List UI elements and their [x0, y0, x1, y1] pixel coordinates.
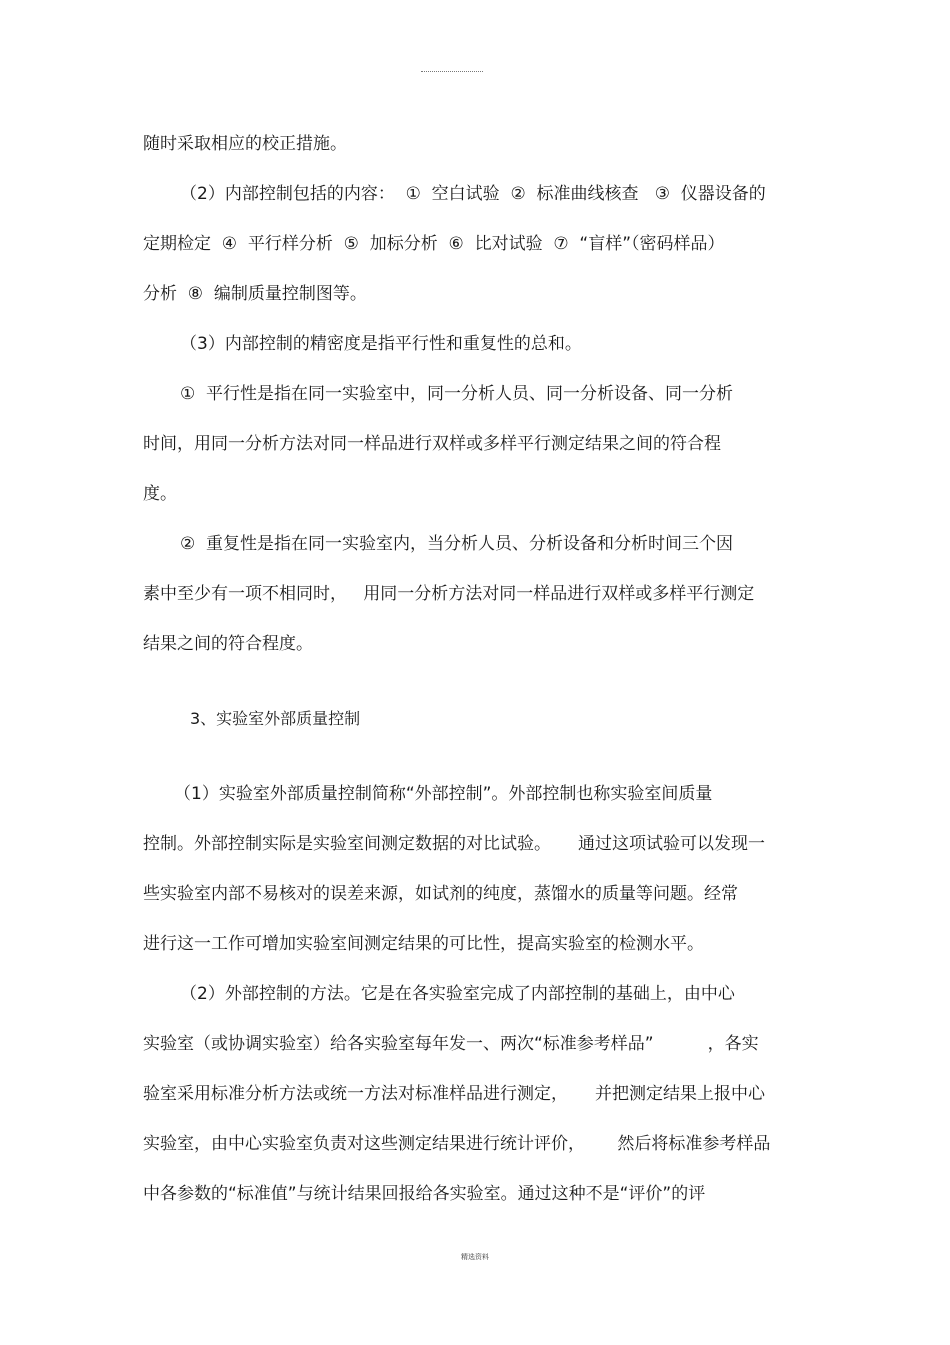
text-line: 实验室，由中心实验室负责对这些测定结果进行统计评价， 然后将标准参考样品 — [143, 1134, 771, 1154]
text-line: 分析 ⑧ 编制质量控制图等。 — [143, 284, 367, 304]
text-line: 素中至少有一项不相同时， 用同一分析方法对同一样品进行双样或多样平行测定 — [143, 584, 755, 604]
text-line: 时间，用同一分析方法对同一样品进行双样或多样平行测定结果之间的符合程 — [143, 434, 721, 454]
text-line: 进行这一工作可增加实验室间测定结果的可比性，提高实验室的检测水平。 — [143, 934, 704, 954]
page-footer: 精选资料 — [461, 1253, 489, 1261]
text-line: 结果之间的符合程度。 — [143, 634, 313, 654]
section-heading: 3、实验室外部质量控制 — [190, 709, 361, 728]
text-line: （2）外部控制的方法。它是在各实验室完成了内部控制的基础上，由中心 — [180, 984, 735, 1004]
text-line: 随时采取相应的校正措施。 — [143, 134, 347, 154]
text-line: 中各参数的“标准值”与统计结果回报给各实验室。通过这种不是“评价”的评 — [143, 1184, 706, 1204]
text-line: （2）内部控制包括的内容： ① 空白试验 ② 标准曲线核查 ③ 仪器设备的 — [180, 184, 766, 204]
text-line: 些实验室内部不易核对的误差来源，如试剂的纯度，蒸馏水的质量等问题。经常 — [143, 884, 738, 904]
text-line: 度。 — [143, 484, 177, 504]
text-line: 实验室（或协调实验室）给各实验室每年发一、两次“标准参考样品” ，各实 — [143, 1034, 759, 1054]
text-line: ② 重复性是指在同一实验室内，当分析人员、分析设备和分析时间三个因 — [180, 534, 734, 554]
text-line: 定期检定 ④ 平行样分析 ⑤ 加标分析 ⑥ 比对试验 ⑦ “盲样”（密码样品） — [143, 234, 725, 254]
text-line: 控制。外部控制实际是实验室间测定数据的对比试验。 通过这项试验可以发现一 — [143, 834, 766, 854]
text-line: ① 平行性是指在同一实验室中，同一分析人员、同一分析设备、同一分析 — [180, 384, 734, 404]
text-line: 验室采用标准分析方法或统一方法对标准样品进行测定， 并把测定结果上报中心 — [143, 1084, 766, 1104]
text-line: （1）实验室外部质量控制简称“外部控制”。外部控制也称实验室间质量 — [174, 784, 713, 804]
header-rule — [421, 71, 483, 72]
text-line: （3）内部控制的精密度是指平行性和重复性的总和。 — [180, 334, 582, 354]
